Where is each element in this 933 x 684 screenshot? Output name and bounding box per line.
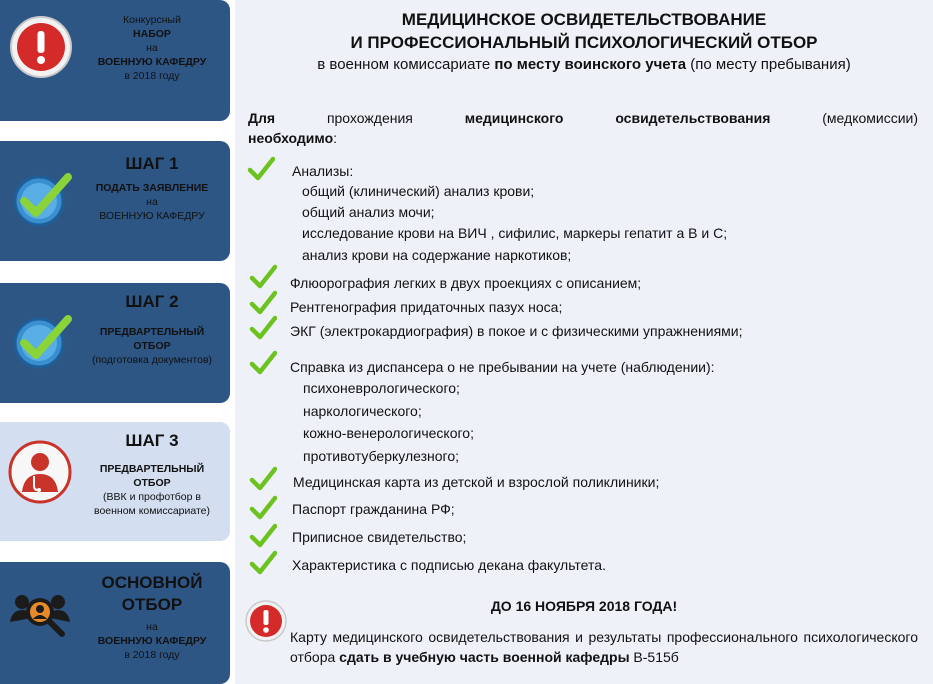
list-subitem: общий (клинический) анализ крови; [302, 183, 535, 199]
list-item: Рентгенография придаточных пазух носа; [290, 299, 563, 315]
card-step-1 [0, 141, 230, 261]
checkmark-icon [249, 466, 277, 492]
checkmark-icon [249, 290, 277, 316]
card-recruitment [0, 0, 230, 121]
list-subitem: наркологического; [303, 403, 422, 419]
list-item: Справка из диспансера о не пребывании на учете (наблюдении): [290, 359, 715, 375]
exclamation-icon [6, 12, 76, 82]
list-subitem: анализ крови на содержание наркотиков; [302, 247, 572, 263]
card-main-selection-text: ОСНОВНОЙ ОТБОР на ВОЕННУЮ КАФЕДРУ в 2018 году [97, 573, 207, 661]
page-title: МЕДИЦИНСКОЕ ОСВИДЕТЕЛЬСТВОВАНИЕ И ПРОФЕССИОНАЛЬНЫЙ ПСИХОЛОГИЧЕСКИЙ ОТБОР в военном комиссариате по месту воинского учета (по месту пребывания) [317, 10, 851, 73]
list-subitem: исследование крови на ВИЧ , сифилис, маркеры гепатит а В и С; [302, 225, 728, 241]
card-recruitment-text: Конкурсный НАБОР на ВОЕННУЮ КАФЕДРУ в 2018 году [97, 14, 207, 82]
list-subitem: кожно-венерологического; [303, 425, 474, 441]
intro-text-line2: необходимо: [248, 130, 338, 146]
list-item: Флюорография легких в двух проекциях с описанием; [290, 275, 642, 291]
card-step-3-text: ШАГ 3 ПРЕДВАРТЕЛЬНЫЙ ОТБОР (ВВК и профотбор в военном комиссариате) [93, 431, 211, 517]
list-item: Приписное свидетельство; [292, 529, 467, 545]
deadline-note: Карту медицинского освидетельствования и результаты профессионального психологического отбора сдать в учебную часть военной кафедры В-515б [290, 629, 918, 665]
intro-text: Для прохождения медицинского освидетельствования (медкомиссии) [248, 110, 919, 126]
list-subitem: противотуберкулезного; [303, 448, 460, 464]
list-subitem: общий анализ мочи; [302, 204, 435, 220]
list-item: Медицинская карта из детской и взрослой поликлиники; [293, 474, 660, 490]
list-item: Анализы: [292, 163, 354, 179]
list-subitem: психоневрологического; [303, 380, 460, 396]
card-step-2 [0, 283, 230, 403]
checkmark-icon [249, 264, 277, 290]
checkmark-icon [247, 156, 275, 182]
checkmark-icon [249, 350, 277, 376]
card-step-1-text: ШАГ 1 ПОДАТЬ ЗАЯВЛЕНИЕ на ВОЕННУЮ КАФЕДРУ [95, 154, 209, 222]
list-item: ЭКГ (электрокардиография) в покое и с физическими упражнениями; [290, 323, 743, 339]
content-panel [235, 0, 933, 684]
deadline-title: ДО 16 НОЯБРЯ 2018 ГОДА! [490, 598, 678, 614]
checkmark-icon [249, 315, 277, 341]
card-step-2-text: ШАГ 2 ПРЕДВАРТЕЛЬНЫЙ ОТБОР (подготовка документов) [91, 292, 213, 366]
checkmark-icon [249, 523, 277, 549]
doctor-icon [6, 436, 76, 506]
checkmark-circle-icon [6, 305, 76, 375]
checkmark-icon [249, 495, 277, 521]
people-search-icon [6, 578, 76, 648]
list-item: Характеристика с подписью декана факультета. [292, 557, 606, 573]
list-item: Паспорт гражданина РФ; [292, 501, 455, 517]
card-main-selection [0, 562, 230, 684]
checkmark-circle-icon [6, 163, 76, 233]
card-step-3 [0, 422, 230, 541]
checkmark-icon [249, 550, 277, 576]
